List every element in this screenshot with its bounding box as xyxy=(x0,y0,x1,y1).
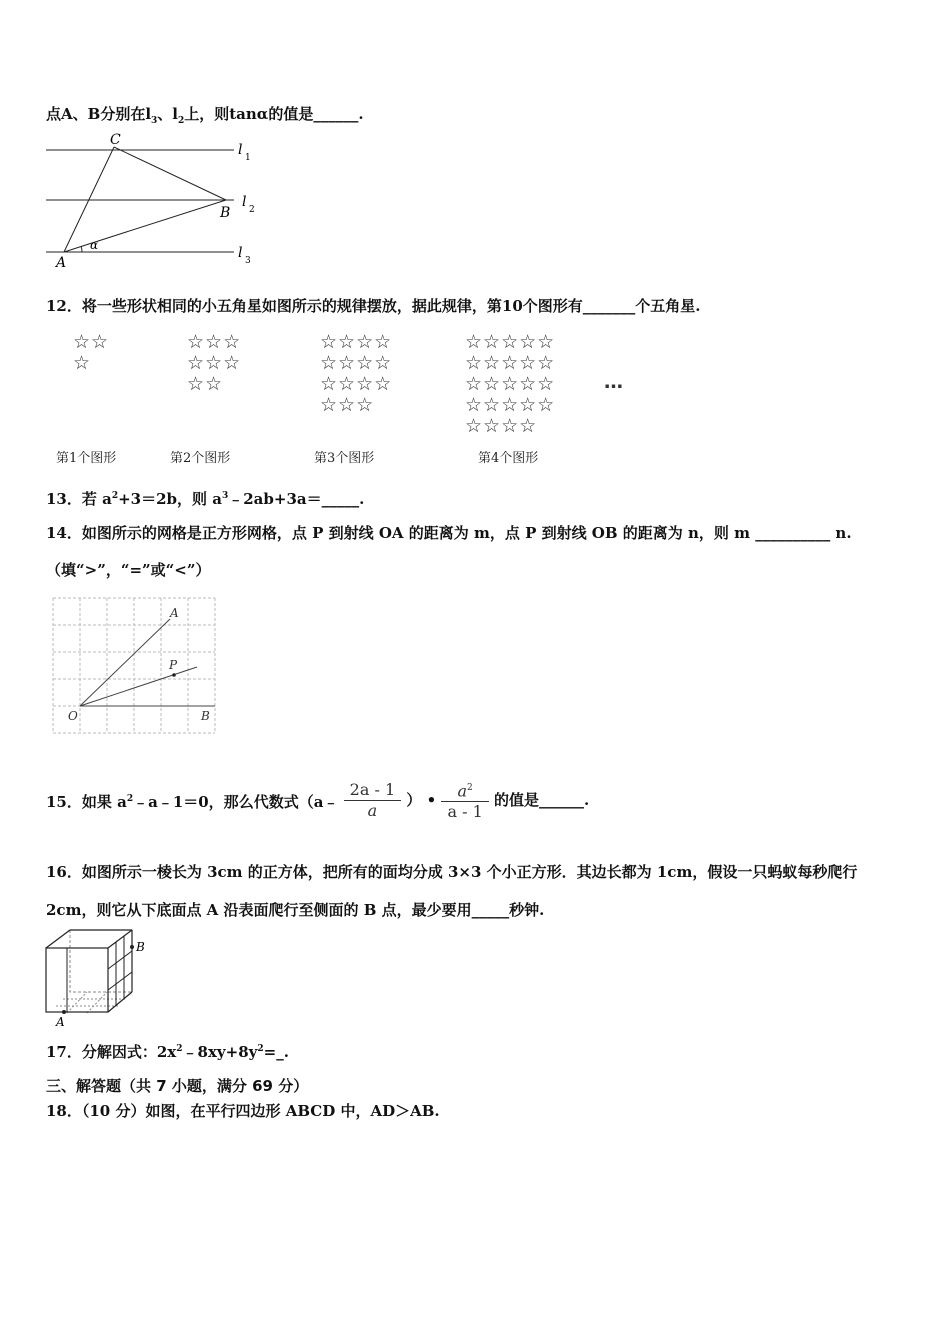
label-B: B xyxy=(220,205,231,221)
label-P: P xyxy=(169,658,178,672)
section-3-title: 三、解答题（共 7 小题，满分 69 分） xyxy=(46,1077,309,1095)
label-l2-sub: 2 xyxy=(249,205,255,215)
q12-text: 12．将一些形状相同的小五角星如图所示的规律摆放，据此规律，第10个图形有_______个五角星. xyxy=(46,297,701,315)
label-A: A xyxy=(170,606,179,620)
figure-grid-rays xyxy=(52,597,218,737)
q14-text-line1: 14．如图所示的网格是正方形网格，点 P 到射线 OA 的距离为 m，点 P 到射线 OB 的距离为 n，则 m __________ n. xyxy=(46,524,852,542)
label-C: C xyxy=(110,132,121,148)
label-l1: l xyxy=(238,142,243,158)
fraction-1: $\frac{2a - 1}{a}$ xyxy=(344,780,401,821)
q17-text: 17．分解因式：$2x^2﹣8xy+8y^2=\_$. xyxy=(46,1043,289,1061)
caption-fig4: 第4个图形 xyxy=(478,451,539,466)
label-l3-sub: 3 xyxy=(245,256,251,266)
fraction-2: $\frac{a^2}{a - 1}$ xyxy=(441,778,488,822)
caption-fig2: 第2个图形 xyxy=(170,451,231,466)
label-A: A xyxy=(56,255,67,270)
q16-text-line2: 2cm，则它从下底面点 A 沿表面爬行至侧面的 B 点，最少要用_____秒钟. xyxy=(46,901,545,919)
label-l3: l xyxy=(238,245,243,261)
label-O: O xyxy=(68,709,78,723)
caption-fig1: 第1个图形 xyxy=(56,451,117,466)
q18-text: 18．（10 分）如图，在平行四边形 ABCD 中，AD＞AB. xyxy=(46,1102,440,1120)
q13-text: 13．若 $a^2+3=2b$，则 $a^3﹣2ab+3a=\_\_\_\_\_$. xyxy=(46,490,365,508)
q11-text: 点A、B分别在$l_3$、$l_2$上，则tanα的值是______. xyxy=(46,105,364,126)
q16-text-line1: 16．如图所示一棱长为 3cm 的正方体，把所有的面均分成 3×3 个小正方形．其边长都为 1cm，假设一只蚂蚁每秒爬行 xyxy=(46,863,858,881)
label-alpha: α xyxy=(90,238,99,252)
caption-fig3: 第3个图形 xyxy=(314,451,375,466)
label-B: B xyxy=(201,709,210,723)
star-ellipsis: … xyxy=(604,371,624,393)
label-l2: l xyxy=(242,194,247,210)
label-l1-sub: 1 xyxy=(245,153,251,163)
figure-cube xyxy=(40,926,160,1030)
q14-text-line2: （填“>”，“=”或“<”） xyxy=(46,561,211,579)
label-A: A xyxy=(56,1015,65,1029)
figure-parallel-lines xyxy=(44,128,264,270)
label-B: B xyxy=(136,940,145,954)
q15-text: 15．如果 $a^2﹣a﹣1=0$，那么代数式（a﹣ $\frac{2a - 1}{a}$ ） • $\frac{a^2}{a - 1}$ 的值是______. xyxy=(46,779,590,822)
